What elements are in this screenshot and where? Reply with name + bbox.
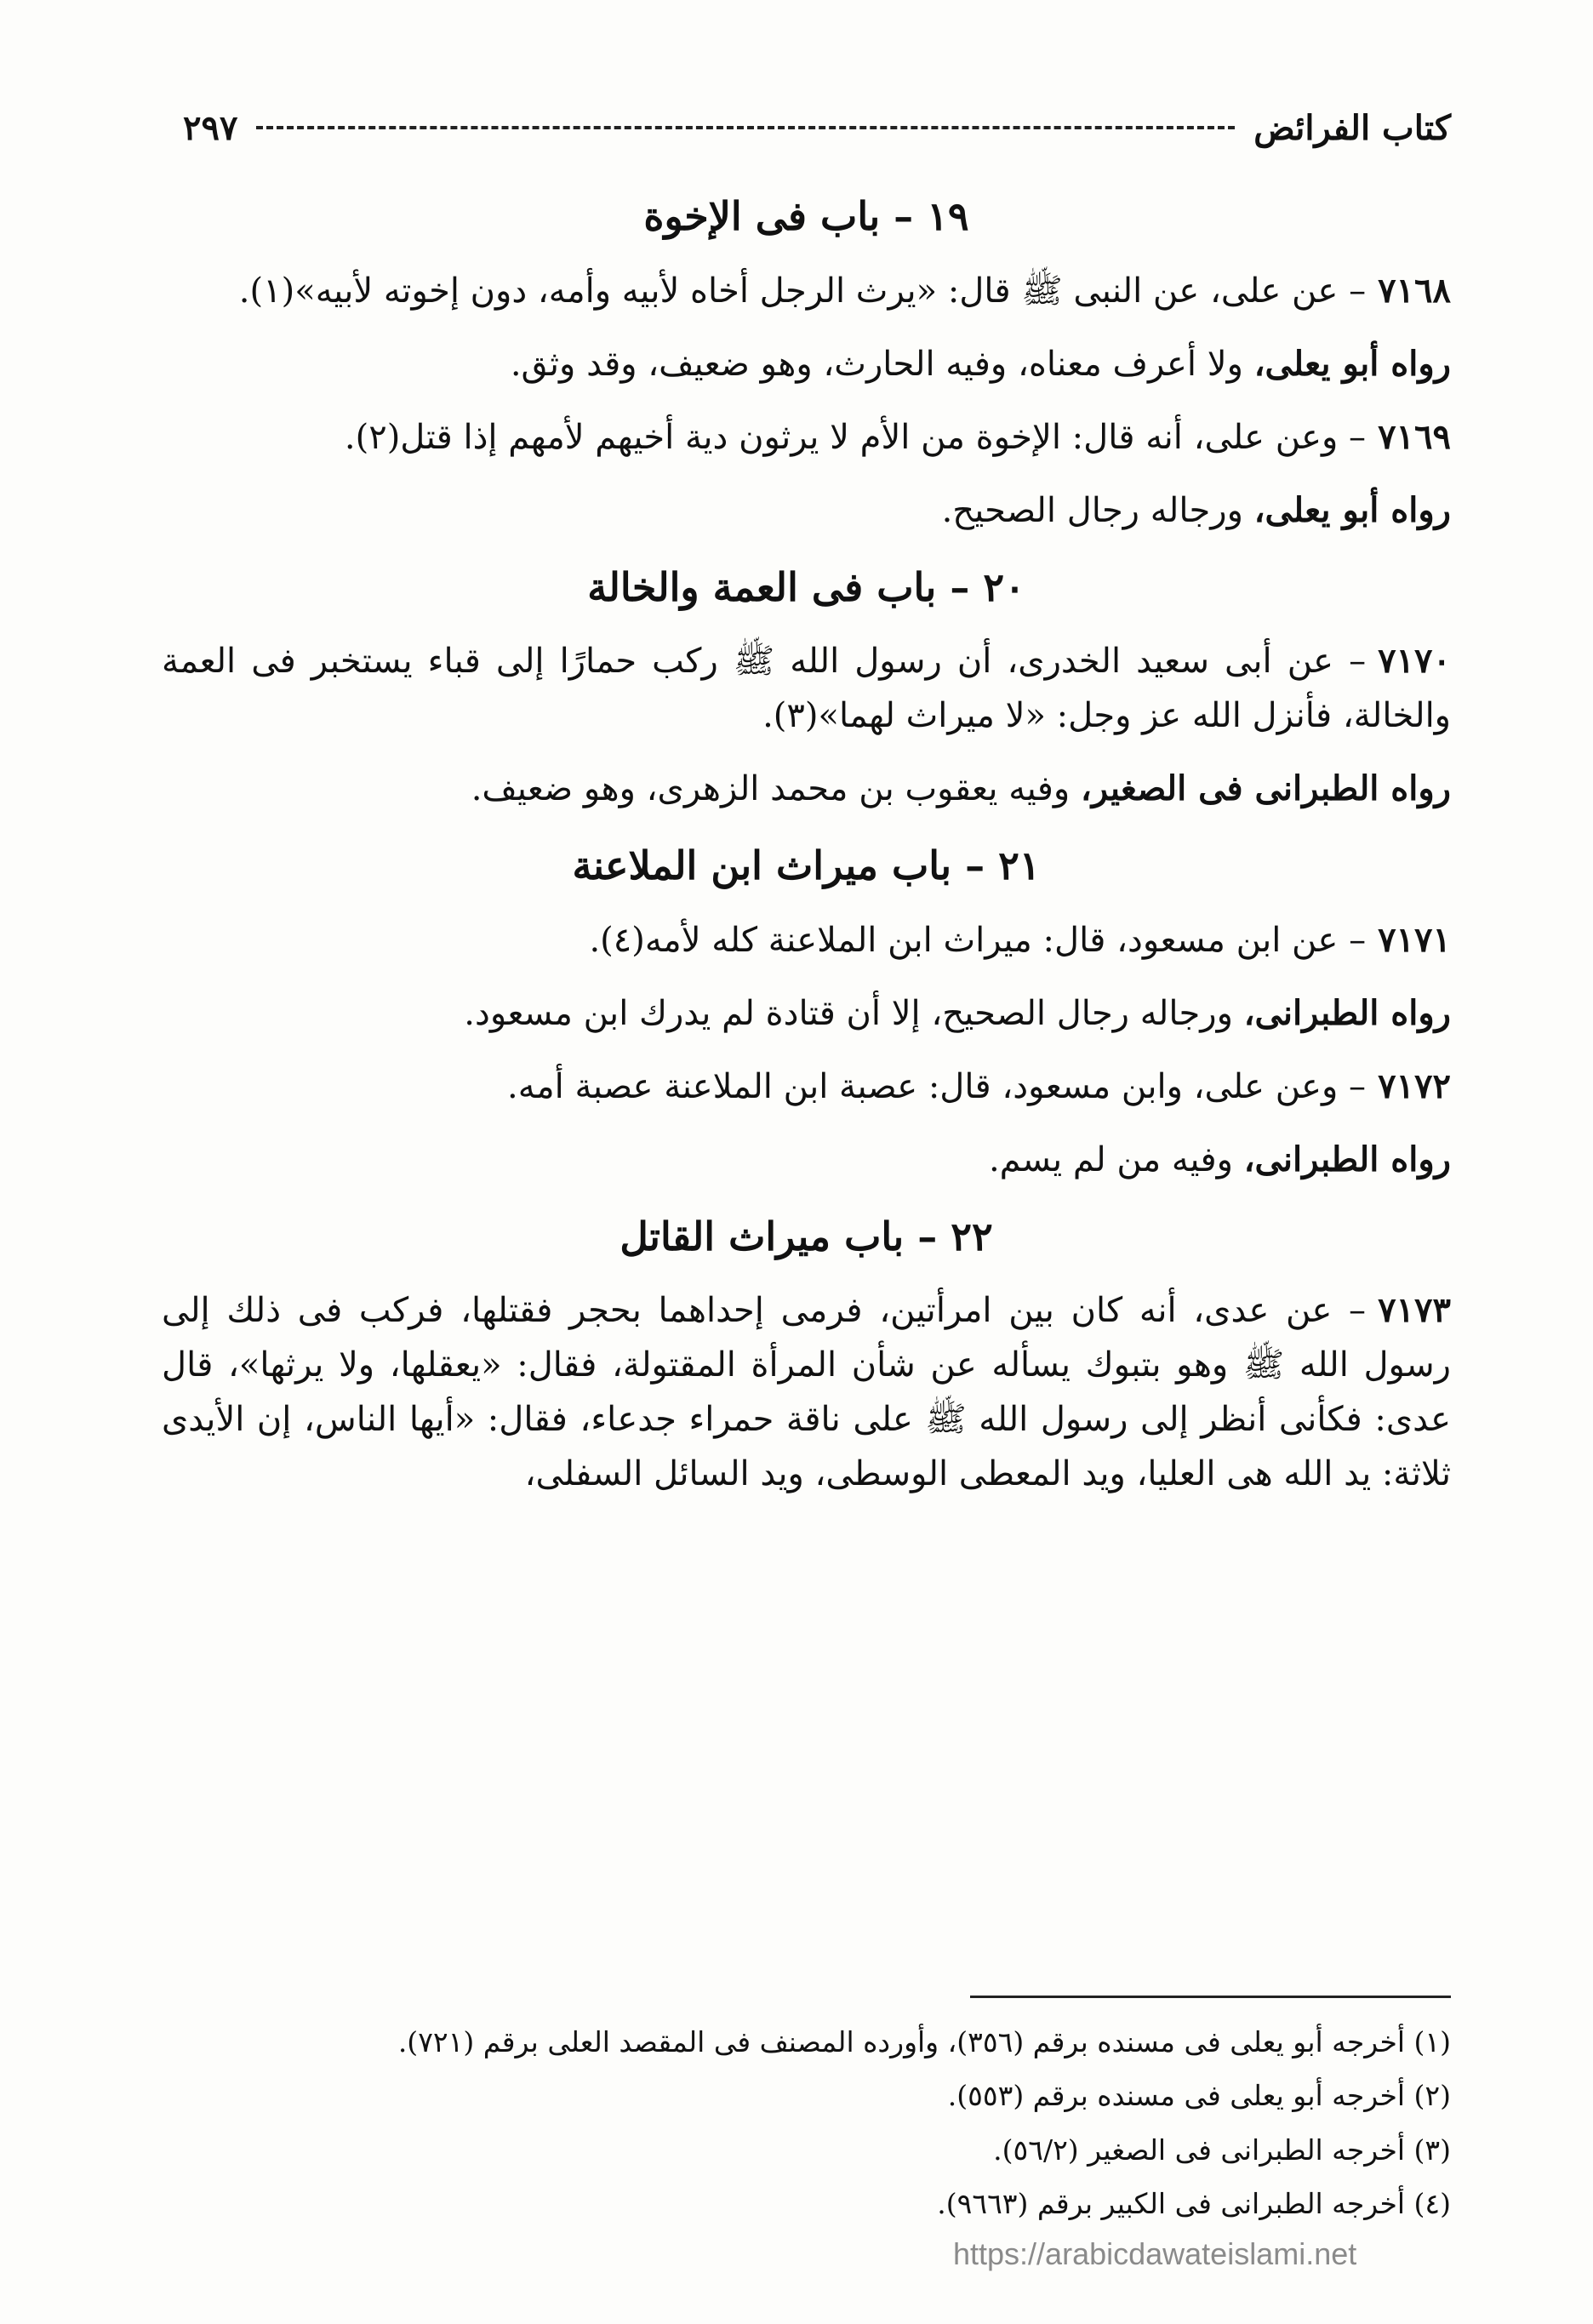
hadith-text: – عن عدى، أنه كان بين امرأتين، فرمى إحداهما بحجر فقتلها، فركب فى ذلك إلى رسول الله ﷺ وهو بتبوك يسأله عن شأن المرأة المقتولة، فقال: «يعقلها، ولا يرثها»، قال عدى: فكأنى أنظر إلى رسول الله ﷺ على ناقة حمراء جدعاء، فقال: «أيها الناس، إن الأيدى ثلاثة: يد الله هى العليا، ويد المعطى الوسطى، ويد السائل السفلى،: [162, 1291, 1451, 1494]
watermark-url: https://arabicdawateislami.net: [953, 2236, 1357, 2271]
book-title: كتاب الفرائض: [1253, 107, 1451, 148]
narration-paragraph: [162, 1133, 1451, 1187]
narration-paragraph: [162, 337, 1451, 391]
hadith-paragraph: [162, 1283, 1451, 1501]
hadith-number: ٧١٧١: [1378, 919, 1451, 960]
hadith-number: ٧١٦٩: [1378, 416, 1451, 457]
narrator-lead: رواه الطبرانى فى الصغير،: [1080, 768, 1451, 809]
narration-text: ولا أعرف معناه، وفيه الحارث، وهو ضعيف، وقد وثق.: [510, 344, 1243, 384]
chapter-title: ٢٢ – باب ميراث القاتل: [620, 1213, 993, 1259]
footnotes: [162, 2017, 1451, 2233]
hadith-paragraph: [162, 264, 1451, 318]
narration-text: ورجاله رجال الصحيح، إلا أن قتادة لم يدرك ابن مسعود.: [464, 993, 1233, 1033]
narration-paragraph: [162, 762, 1451, 816]
hadith-number: ٧١٦٨: [1378, 270, 1451, 311]
narration-text: وفيه من لم يسم.: [988, 1139, 1233, 1179]
hadith-text: – عن على، عن النبى ﷺ قال: «يرث الرجل أخاه لأبيه وأمه، دون إخوته لأبيه»(١).: [238, 271, 1367, 311]
hadith-number: ٧١٧٢: [1378, 1065, 1451, 1106]
footnote: (١) أخرجه أبو يعلى فى مسنده برقم (٣٥٦)، وأورده المصنف فى المقصد العلى برقم (٧٢١).: [397, 2025, 1451, 2058]
hadith-text: – عن أبى سعيد الخدرى، أن رسول الله ﷺ ركب حمارًا إلى قباء يستخبر فى العمة والخالة، فأنزل الله عز وجل: «لا ميراث لهما»(٣).: [162, 642, 1451, 736]
narration-text: ورجاله رجال الصحيح.: [941, 490, 1243, 530]
chapter-title: ١٩ – باب فى الإخوة: [643, 193, 969, 239]
narrator-lead: رواه الطبرانى،: [1243, 1139, 1451, 1179]
narration-paragraph: [162, 483, 1451, 538]
narration-paragraph: [162, 986, 1451, 1041]
hadith-paragraph: [162, 1059, 1451, 1114]
hadith-paragraph: [162, 410, 1451, 465]
chapter-title: ٢١ – باب ميراث ابن الملاعنة: [572, 842, 1041, 889]
footnote: (٣) أخرجه الطبرانى فى الصغير (٥٦/٢).: [993, 2133, 1451, 2167]
hadith-number: ٧١٧٣: [1378, 1290, 1451, 1331]
hadith-paragraph: [162, 634, 1451, 743]
narrator-lead: رواه أبو يعلى،: [1253, 489, 1451, 530]
hadith-text: – وعن على، أنه قال: الإخوة من الأم لا يرثون دية أخيهم لأمهم إذا قتل(٢).: [344, 417, 1367, 457]
hadith-text: – وعن على، وابن مسعود، قال: عصبة ابن الملاعنة عصبة أمه.: [507, 1066, 1367, 1106]
footnote: (٢) أخرجه أبو يعلى فى مسنده برقم (٥٥٣).: [947, 2079, 1451, 2113]
page-number: ٢٩٧: [183, 107, 238, 148]
footnote: (٤) أخرجه الطبرانى فى الكبير برقم (٩٦٦٣).: [937, 2187, 1451, 2221]
running-header: [183, 98, 1451, 157]
hadith-paragraph: [162, 913, 1451, 968]
narration-text: وفيه يعقوب بن محمد الزهرى، وهو ضعيف.: [471, 769, 1071, 809]
chapter-title: ٢٠ – باب فى العمة والخالة: [587, 563, 1025, 610]
header-dash-rule: [256, 126, 1235, 129]
page-body: [162, 179, 1451, 1520]
footnote-divider: [970, 1996, 1451, 1998]
narrator-lead: رواه الطبرانى،: [1243, 992, 1451, 1033]
hadith-number: ٧١٧٠: [1378, 641, 1451, 682]
hadith-text: – عن ابن مسعود، قال: ميراث ابن الملاعنة كله لأمه(٤).: [589, 920, 1367, 960]
narrator-lead: رواه أبو يعلى،: [1253, 343, 1451, 384]
